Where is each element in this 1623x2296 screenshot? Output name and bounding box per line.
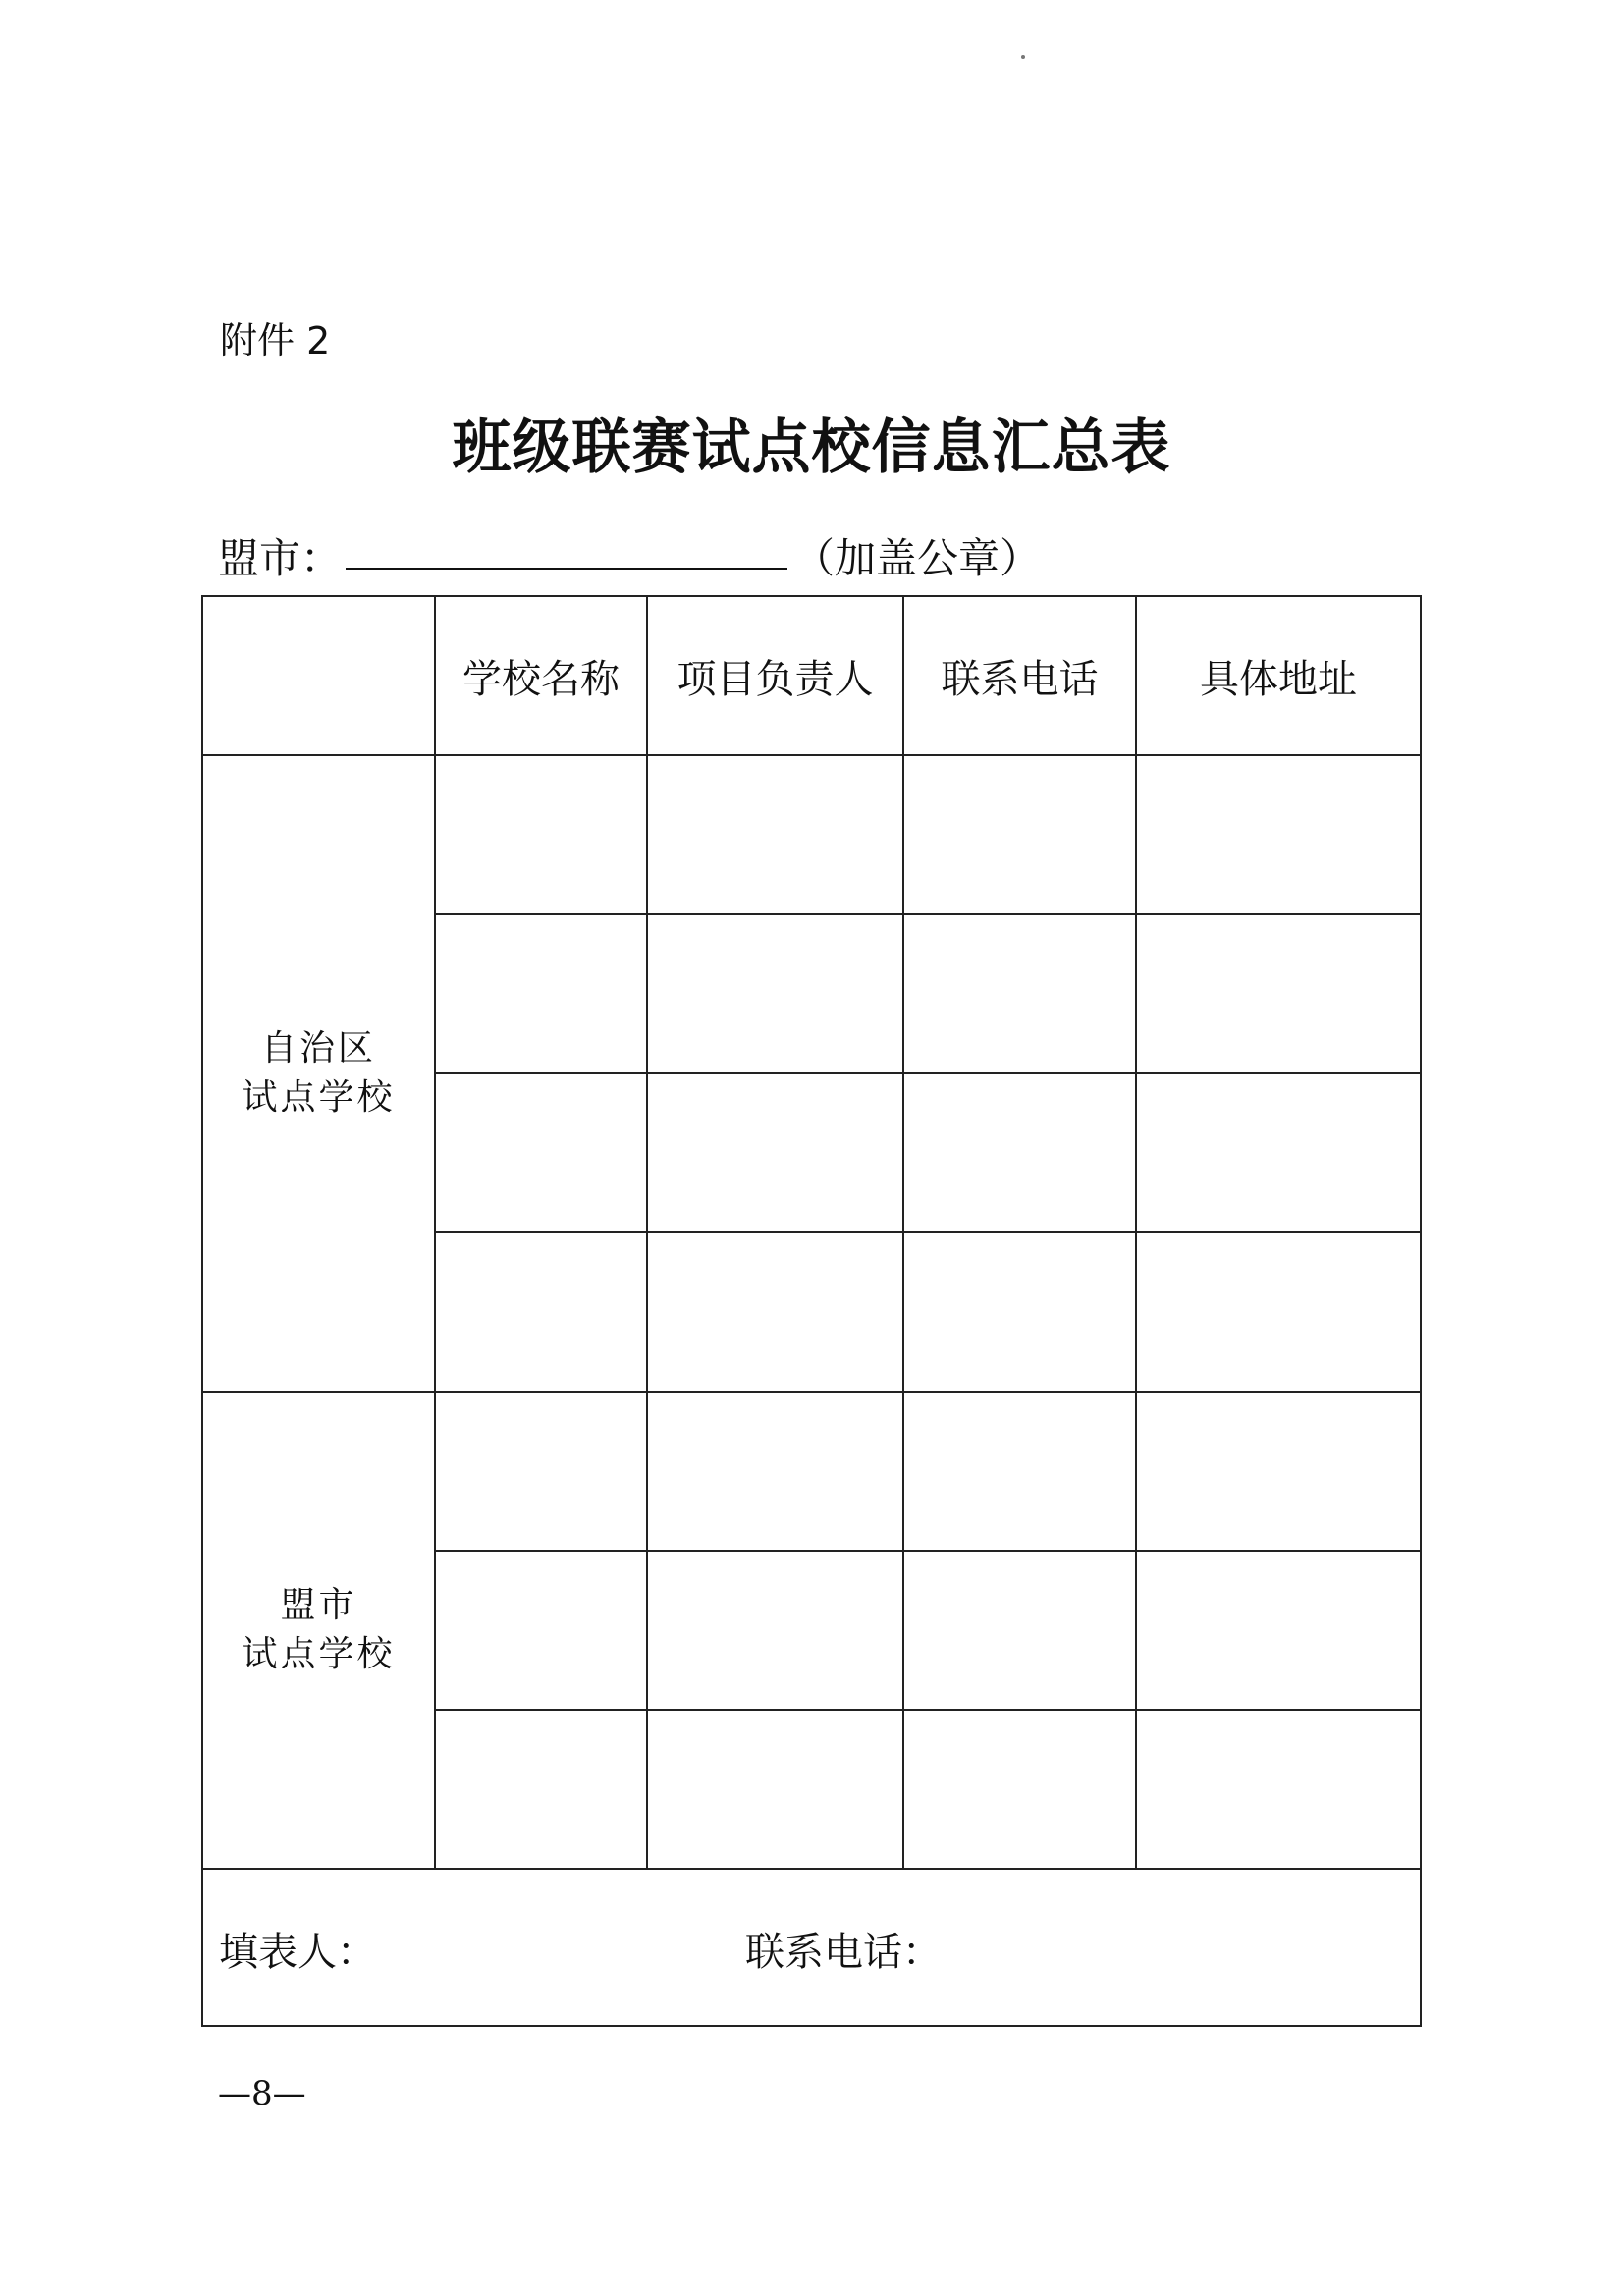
cell-phone[interactable] (903, 1551, 1136, 1710)
group-label-line: 盟市 (280, 1585, 357, 1625)
cell-address[interactable] (1136, 914, 1421, 1073)
header-cell-blank (202, 596, 435, 755)
scan-speck (1021, 55, 1025, 59)
cell-school-name[interactable] (435, 1551, 647, 1710)
city-fill-line[interactable] (346, 568, 787, 570)
filler-label: 填表人： (219, 1930, 376, 1975)
cell-address[interactable] (1136, 1710, 1421, 1869)
cell-address[interactable] (1136, 755, 1421, 914)
attachment-label: 附件 2 (220, 319, 331, 362)
cell-project-lead[interactable] (647, 1551, 903, 1710)
cell-school-name[interactable] (435, 1232, 647, 1392)
cell-project-lead[interactable] (647, 1232, 903, 1392)
seal-note: （加盖公章） (793, 534, 1042, 582)
cell-address[interactable] (1136, 1232, 1421, 1392)
cell-phone[interactable] (903, 755, 1136, 914)
cell-school-name[interactable] (435, 1710, 647, 1869)
cell-project-lead[interactable] (647, 1710, 903, 1869)
cell-school-name[interactable] (435, 755, 647, 914)
group-label-line: 试点学校 (242, 1634, 396, 1674)
page-title: 班级联赛试点校信息汇总表 (452, 413, 1171, 482)
page-number: —8— (218, 2074, 306, 2113)
header-row (202, 596, 1421, 755)
header-phone: 联系电话 (903, 596, 1136, 755)
cell-project-lead[interactable] (647, 1073, 903, 1232)
group-label-line: 试点学校 (242, 1077, 396, 1118)
header-project-lead: 项目负责人 (647, 596, 903, 755)
cell-phone[interactable] (903, 1392, 1136, 1551)
cell-phone[interactable] (903, 914, 1136, 1073)
header-school-name: 学校名称 (435, 596, 647, 755)
cell-project-lead[interactable] (647, 914, 903, 1073)
cell-school-name[interactable] (435, 914, 647, 1073)
cell-phone[interactable] (903, 1710, 1136, 1869)
group-label-city (202, 1392, 435, 1869)
header-address: 具体地址 (1136, 596, 1421, 755)
cell-address[interactable] (1136, 1551, 1421, 1710)
group-label-region (202, 755, 435, 1392)
footer-cell[interactable] (202, 1869, 1421, 2026)
group-label-line: 自治区 (260, 1028, 376, 1068)
cell-phone[interactable] (903, 1232, 1136, 1392)
info-table (201, 595, 1422, 2027)
cell-school-name[interactable] (435, 1392, 647, 1551)
cell-phone[interactable] (903, 1073, 1136, 1232)
contact-phone-label: 联系电话： (745, 1930, 942, 1975)
city-label: 盟市： (218, 534, 343, 582)
cell-address[interactable] (1136, 1392, 1421, 1551)
footer-row (202, 1869, 1421, 2026)
table-row (202, 755, 1421, 914)
cell-school-name[interactable] (435, 1073, 647, 1232)
cell-project-lead[interactable] (647, 755, 903, 914)
cell-project-lead[interactable] (647, 1392, 903, 1551)
table-row (202, 1392, 1421, 1551)
cell-address[interactable] (1136, 1073, 1421, 1232)
